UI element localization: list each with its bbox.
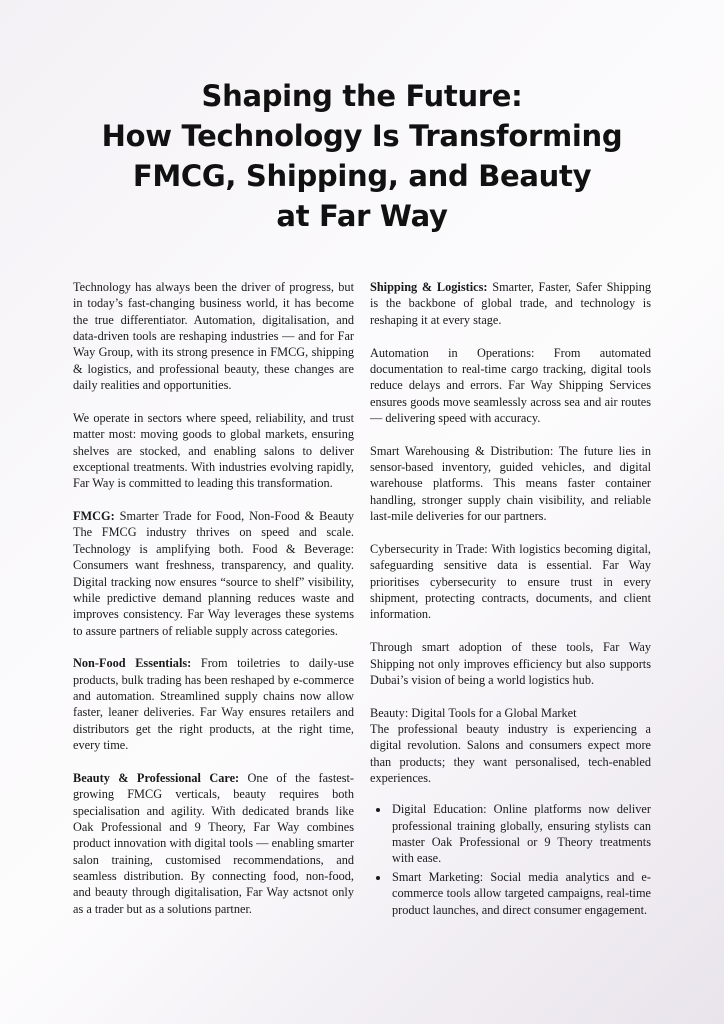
title-line-4: at Far Way <box>276 199 448 233</box>
shipping-body: Smarter, Faster, Safer Shipping is the backbone of global trade, and technology is reshaping it at every stage. <box>370 280 651 327</box>
page-title <box>40 76 684 236</box>
beauty-digital-section <box>370 705 651 787</box>
nonfood-heading: Non-Food Essentials: <box>73 656 192 671</box>
left-column <box>73 279 354 934</box>
fmcg-body: The FMCG industry thrives on speed and scale. Technology is amplifying both. Food & Beverage: Consumers want freshness, transparency, and quality. Digital tracking now ensures “source to shelf” visibility, while predictive demand planning reduces waste and improves consistency. Far Way leverages these systems to assure partners of reliable supply across categories. <box>73 525 354 638</box>
title-line-3: FMCG, Shipping, and Beauty <box>132 159 592 193</box>
beauty-digital-heading: Beauty: Digital Tools for a Global Market <box>370 705 577 720</box>
fmcg-section <box>73 508 354 639</box>
warehousing-paragraph: Smart Warehousing & Distribution: The future lies in sensor-based inventory, guided vehicles, and digital warehouse platforms. This means faster container handling, stronger supply chain visibility, and reliable last-mile deliveries for our partners. <box>370 443 651 524</box>
beauty-care-body: One of the fastest-growing FMCG verticals, beauty requires both specialisation and agility. With dedicated brands like Oak Professional and 9 Theory, Far Way combines product innovation with digital tools — enabling smarter salon training, customised recommendations, and seamless distribution. By connecting food, non-food, and beauty through digitalisation, Far Way actsnot only as a trader but as a solutions partner. <box>73 770 354 916</box>
bullet-item-smart-marketing: • Smart Marketing: Social media analytics and e-commerce tools allow targeted campaigns, real-time product launches, and direct consumer engagement. <box>390 869 651 918</box>
title-line-2: How Technology Is Transforming <box>101 119 623 153</box>
cybersecurity-paragraph: Cybersecurity in Trade: With logistics becoming digital, safeguarding sensitive data is essential. Far Way prioritises cybersecurity to ensure trust in every shipment, protecting contracts, documents, and client information. <box>370 541 651 622</box>
beauty-care-heading: Beauty & Professional Care: <box>73 770 240 785</box>
intro-paragraph-2: We operate in sectors where speed, reliability, and trust matter most: moving goods to global markets, ensuring shelves are stocked, and enabling salons to deliver exceptional treatments. With industries evolving rapidly, Far Way is committed to leading this transformation. <box>73 410 354 491</box>
right-column <box>370 279 651 920</box>
intro-paragraph-1: Technology has always been the driver of progress, but in today’s fast-changing business world, it has become the true differentiator. Automation, digitalisation, and data-driven tools are reshaping industries — and for Far Way Group, with its strong presence in FMCG, shipping & logistics, and professional beauty, these changes are daily realities and opportunities. <box>73 280 354 393</box>
adoption-paragraph: Through smart adoption of these tools, Far Way Shipping not only improves efficiency but also supports Dubai’s vision of being a world logistics hub. <box>370 640 651 687</box>
beauty-bullet-list <box>370 801 651 917</box>
nonfood-section <box>73 655 354 753</box>
beauty-care-section <box>73 770 354 917</box>
automation-paragraph: Automation in Operations: From automated documentation to real-time cargo tracking, digital tools reduce delays and errors. Far Way Shipping Services ensures goods move seamlessly across sea and air routes — delivering speed with accuracy. <box>370 345 651 425</box>
shipping-heading: Shipping & Logistics: <box>370 280 488 294</box>
title-line-1: Shaping the Future: <box>201 79 523 113</box>
bullet-item-digital-education: • Digital Education: Online platforms now deliver professional training globally, ensuring stylists can master Oak Professional or 9 Theory treatments with ease. <box>390 801 651 866</box>
beauty-digital-intro: The professional beauty industry is experiencing a digital revolution. Salons and consumers expect more than products; they want personalised, tech-enabled experiences. <box>370 722 651 786</box>
fmcg-subtitle: Smarter Trade for Food, Non-Food & Beauty <box>114 509 354 524</box>
shipping-section <box>370 279 651 328</box>
fmcg-heading: FMCG: <box>73 509 115 524</box>
nonfood-body: From toiletries to daily-use products, bulk trading has been reshaped by e-commerce and automation. Streamlined supply chains now allow faster, leaner deliveries. Far Way ensures retailers and distributors get the right products, at the right time, every time. <box>73 656 354 753</box>
